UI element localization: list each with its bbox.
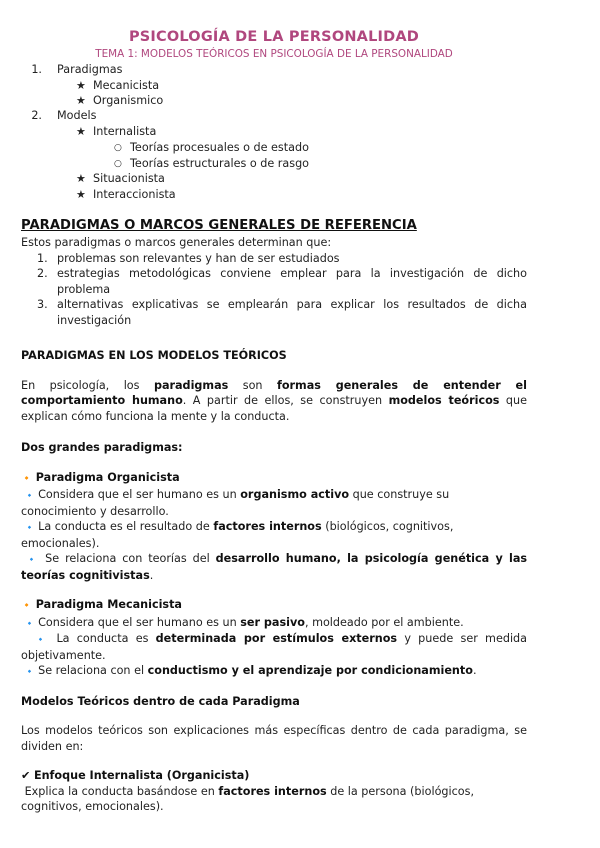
star-bullet-icon: ★	[76, 188, 86, 201]
text: que construye su conocimiento y desarrollo.	[21, 488, 450, 518]
outline-label: Organismico	[93, 94, 164, 107]
star-bullet-icon: ★	[76, 79, 86, 92]
bold-text: organismo activo	[240, 488, 350, 501]
bullet-item	[21, 615, 527, 632]
outline-label: Situacionista	[93, 172, 165, 185]
text: y puede ser medida objetivamente.	[21, 632, 528, 662]
bullet-item	[21, 551, 527, 583]
list-item	[21, 266, 527, 297]
bold-text: Paradigma Organicista	[35, 470, 180, 484]
blue-diamond-icon: 🔹	[24, 667, 35, 676]
bold-text: paradigmas	[153, 378, 229, 392]
check-icon: ✔	[21, 769, 31, 782]
bold-text: desarrollo humano, la psicología genética y las teorías cognitivistas	[21, 552, 528, 582]
outline-label: Interaccionista	[93, 188, 176, 201]
bold-text: Enfoque Internalista (Organicista)	[33, 769, 250, 782]
bullet-item	[21, 663, 527, 680]
bullet-item	[21, 519, 527, 551]
outline-label: Models	[57, 109, 97, 122]
bold-text: modelos teóricos	[388, 394, 500, 407]
text: , moldeado por el ambiente.	[304, 615, 464, 629]
bold-text: ser pasivo	[240, 615, 305, 629]
outline-number: 1.	[31, 63, 42, 76]
text: Considera que el ser humano es un	[38, 488, 241, 501]
document-subtitle: TEMA 1: MODELOS TEÓRICOS EN PSICOLOGÍA DE LA PERSONALIDAD	[95, 48, 453, 60]
section-heading-modelos: PARADIGMAS EN LOS MODELOS TEÓRICOS	[21, 349, 287, 362]
blue-diamond-icon: 🔹	[24, 618, 35, 628]
enfoque-title	[21, 768, 527, 784]
text: La conducta es	[56, 632, 156, 645]
orange-diamond-icon: 🔸	[21, 473, 33, 484]
blue-diamond-icon: 🔹	[35, 635, 50, 644]
list-number: 3.	[37, 298, 48, 311]
text: Se relaciona con el	[38, 664, 148, 677]
bold-text: factores internos	[213, 520, 322, 533]
text: Explica la conducta basándose en	[24, 784, 219, 798]
list-item	[21, 297, 527, 328]
outline-label: Mecanicista	[93, 79, 160, 92]
section-intro: Estos paradigmas o marcos generales determinan que:	[21, 236, 332, 249]
numbered-list	[21, 251, 527, 329]
bold-text: Paradigma Mecanicista	[35, 598, 182, 611]
document-body	[21, 217, 527, 815]
outline-label: Internalista	[93, 125, 157, 138]
text: Se relaciona con teorías del	[45, 552, 216, 565]
star-bullet-icon: ★	[76, 172, 86, 185]
text: que explican cómo funciona la mente y la conducta.	[21, 394, 528, 423]
paradigm-title-mecanicista	[21, 597, 527, 615]
text: son	[228, 378, 277, 392]
text: (biológicos, cognitivos, emocionales).	[21, 520, 454, 550]
section-heading-dos-paradigmas: Dos grandes paradigmas:	[21, 441, 183, 454]
bold-text: formas generales de entender el comportamiento humano	[21, 378, 527, 407]
bold-text: factores internos	[218, 784, 327, 798]
bullet-item	[21, 487, 527, 519]
list-text: estrategias metodológicas conviene emplear para la investigación de dicho problema	[57, 267, 527, 296]
text: Considera que el ser humano es un	[38, 615, 241, 629]
outline-label: Teorías estructurales o de rasgo	[130, 157, 310, 170]
outline-number: 2.	[31, 109, 42, 122]
section-heading-modelos-teoricos: Modelos Teóricos dentro de cada Paradigma	[21, 694, 300, 708]
list-text: alternativas explicativas se emplearán para explicar los resultados de dicha investigación	[57, 298, 527, 327]
bullet-item	[21, 631, 527, 663]
outline-label: Teorías procesuales o de estado	[130, 141, 309, 154]
paragraph	[21, 784, 527, 815]
blue-diamond-icon: 🔹	[24, 491, 35, 500]
star-bullet-icon: ★	[76, 125, 86, 138]
section-heading-paradigmas: PARADIGMAS O MARCOS GENERALES DE REFERENCIA	[21, 218, 417, 233]
star-bullet-icon: ★	[76, 94, 86, 107]
text: de la persona (biológicos, cognitivos, emocionales).	[21, 784, 475, 813]
orange-diamond-icon: 🔸	[21, 601, 33, 611]
text: La conducta es el resultado de	[38, 520, 214, 533]
circle-bullet-icon: ○	[114, 143, 122, 153]
text: En psicología, los	[21, 378, 154, 392]
blue-diamond-icon: 🔹	[26, 555, 40, 564]
circle-bullet-icon: ○	[114, 159, 122, 169]
document-title: PSICOLOGÍA DE LA PERSONALIDAD	[128, 29, 420, 45]
list-item	[21, 251, 527, 267]
outline-label: Paradigmas	[57, 63, 123, 76]
paradigm-title-organicista	[21, 470, 527, 488]
text: . A partir de ellos, se construyen	[182, 394, 389, 407]
bold-text: determinada por estímulos externos	[155, 632, 398, 645]
paragraph	[21, 378, 527, 425]
text: .	[472, 664, 477, 677]
list-text: problemas son relevantes y han de ser estudiados	[57, 251, 340, 265]
paragraph: Los modelos teóricos son explicaciones más específicas dentro de cada paradigma, se dividen en:	[21, 724, 527, 753]
text: .	[149, 568, 154, 582]
bold-text: conductismo y el aprendizaje por condicionamiento	[147, 664, 473, 677]
list-number: 1.	[37, 251, 48, 265]
blue-diamond-icon: 🔹	[24, 523, 35, 532]
list-number: 2.	[37, 267, 48, 280]
